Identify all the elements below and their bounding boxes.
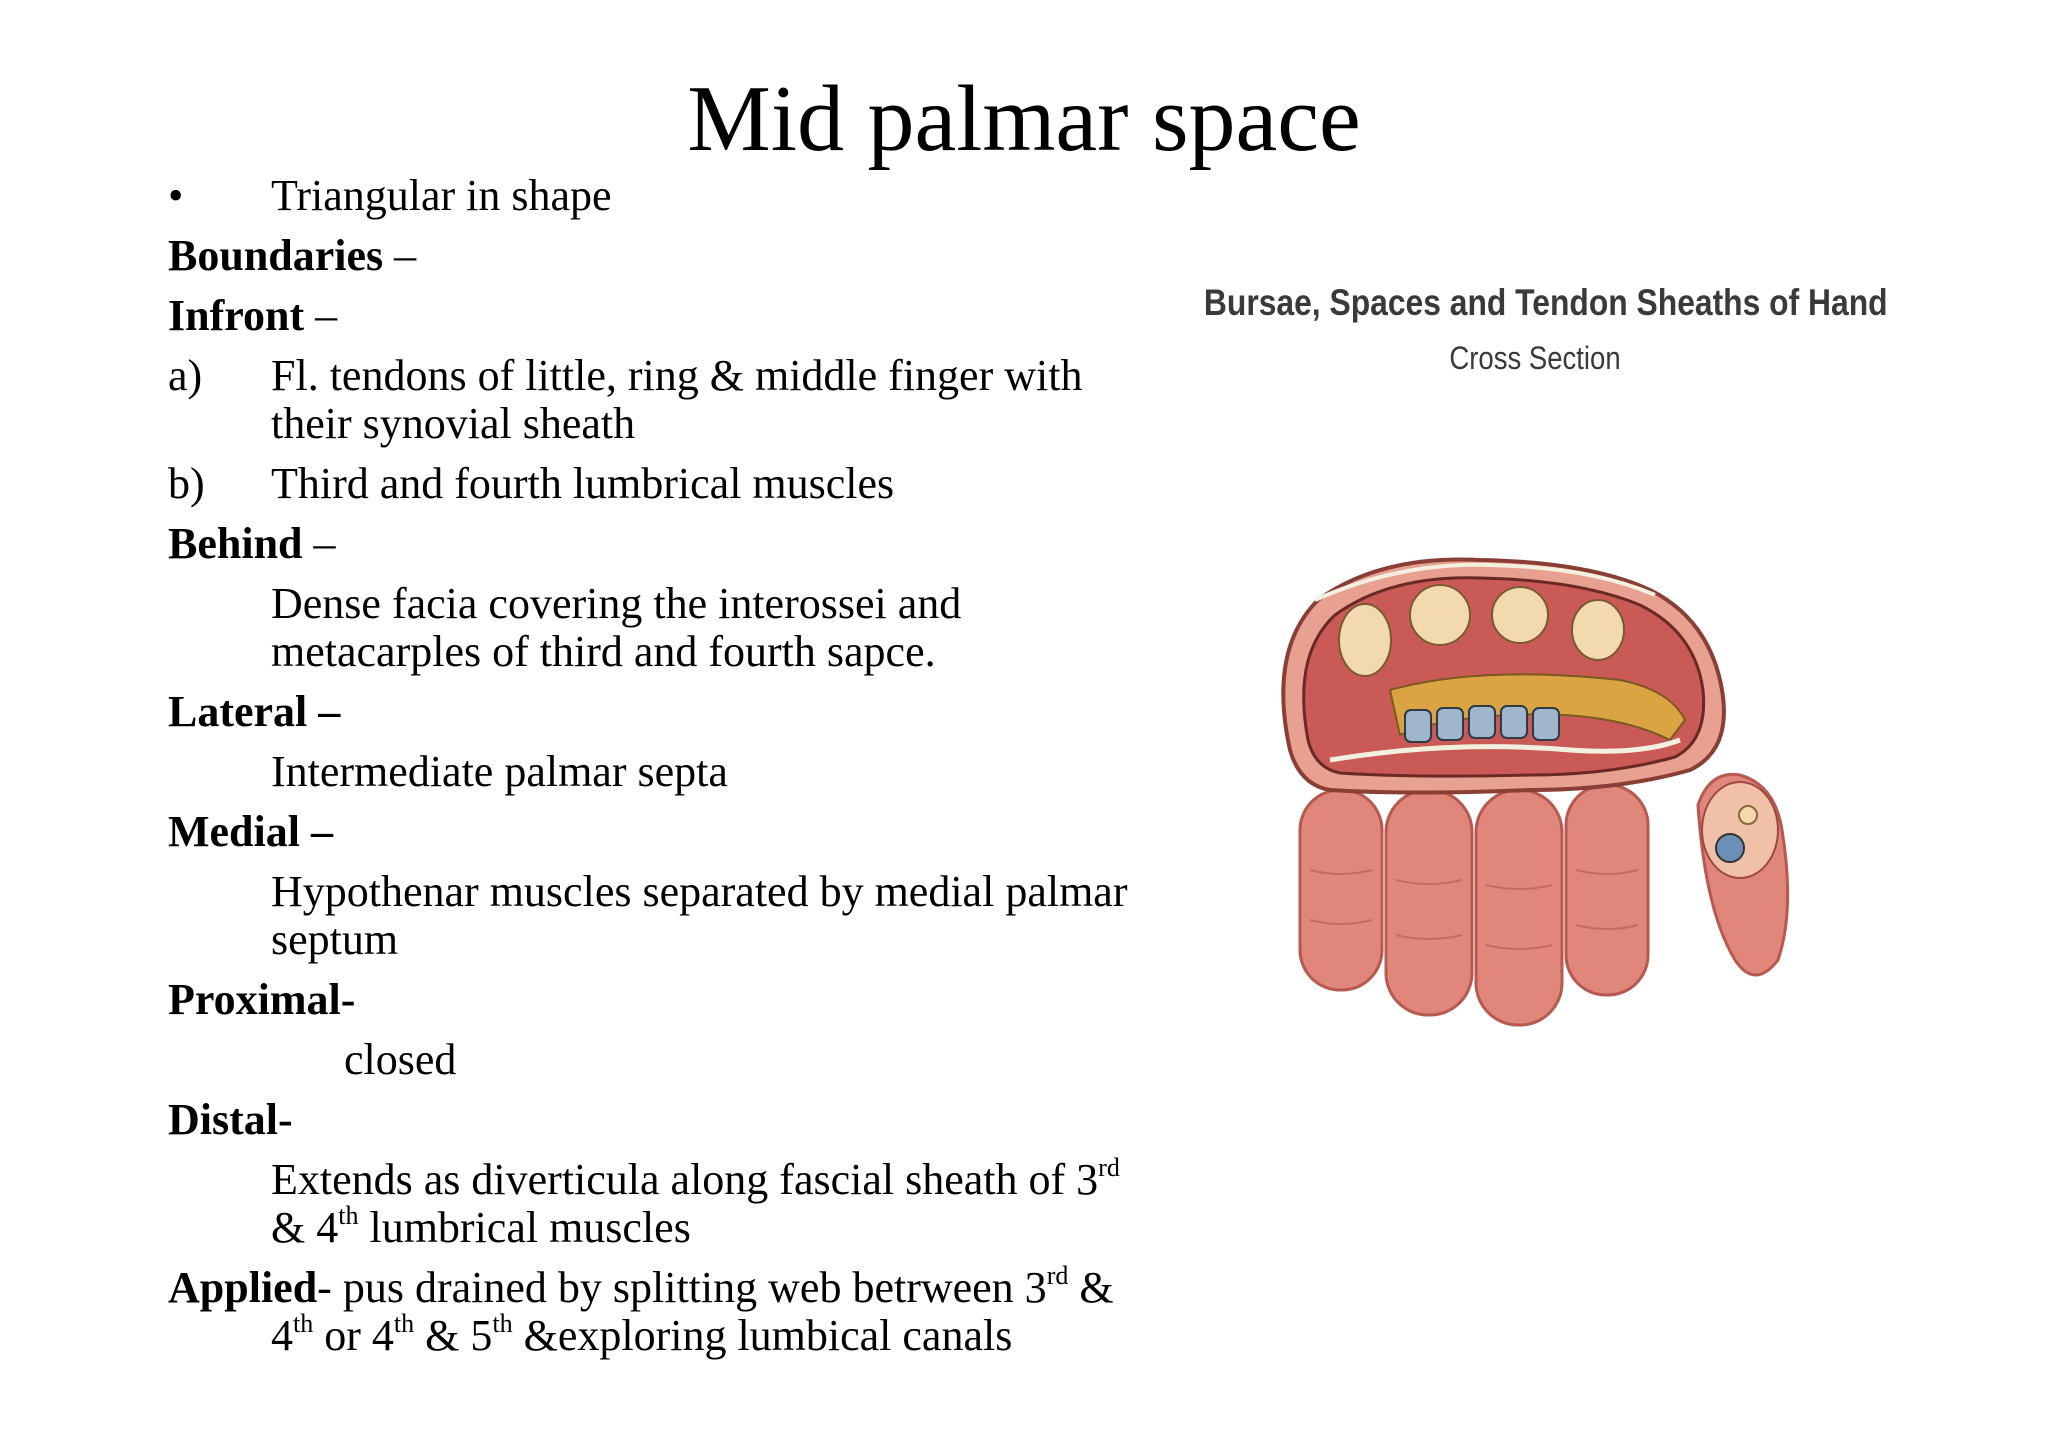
behind-label: Behind [168, 519, 303, 568]
applied-text-a: pus drained by splitting web betrween 3 [331, 1263, 1047, 1312]
proximal-text: closed [344, 1035, 457, 1084]
behind-text: Dense facia covering the interossei and metacarples of third and fourth sapce. [271, 579, 962, 676]
applied-text-c: or 4 [313, 1311, 394, 1360]
boundaries-label: Boundaries [168, 231, 384, 280]
lateral-heading: Lateral – [168, 687, 341, 736]
distal-heading: Distal- [168, 1095, 293, 1144]
distal-text-c: lumbrical muscles [358, 1203, 691, 1252]
thumb [1698, 774, 1788, 975]
applied-text-b: & 4 [271, 1263, 1114, 1360]
boundaries-heading [168, 232, 1128, 280]
infront-heading [168, 292, 1128, 340]
applied-sup-3: th [393, 1309, 415, 1338]
boundaries-dash: – [383, 231, 417, 280]
palm-section [1283, 560, 1724, 793]
hand-cross-section-illustration [1150, 270, 1920, 1030]
proximal-heading: Proximal- [168, 975, 356, 1024]
lateral-text: Intermediate palmar septa [271, 747, 728, 796]
fingers [1300, 785, 1648, 1025]
infront-item-b-marker: b) [168, 459, 205, 508]
hand-cross-section-figure [1150, 270, 1920, 1030]
figure-subtitle: Cross Section [1449, 340, 1621, 376]
distal-sup-1: rd [1098, 1153, 1120, 1182]
slide-body [168, 172, 1128, 1372]
infront-label: Infront [168, 291, 305, 340]
medial-heading: Medial – [168, 807, 333, 856]
applied-text-d: & 5 [414, 1311, 493, 1360]
intro-text: Triangular in shape [271, 171, 612, 220]
applied-sup-2: th [293, 1309, 314, 1338]
intro-bullet [168, 172, 1128, 220]
infront-item-a-text: Fl. tendons of little, ring & middle finger with their synovial sheath [271, 351, 1083, 448]
applied-dash: - [317, 1263, 332, 1312]
distal-sup-2: th [338, 1201, 359, 1230]
infront-item-b-text: Third and fourth lumbrical muscles [271, 459, 895, 508]
distal-text-a: Extends as diverticula along fascial sheath of 3 [271, 1155, 1099, 1204]
infront-dash: – [304, 291, 338, 340]
behind-heading [168, 520, 1128, 568]
behind-dash: – [302, 519, 336, 568]
distal-text [168, 1153, 1128, 1252]
applied-sup-4: th [492, 1309, 513, 1338]
infront-item-b [168, 460, 1128, 508]
infront-item-a [168, 352, 1128, 448]
medial-text: Hypothenar muscles separated by medial palmar septum [271, 867, 1128, 964]
figure-title: Bursae, Spaces and Tendon Sheaths of Hand [1203, 282, 1888, 323]
applied-label: Applied [168, 1263, 318, 1312]
applied-text-e: &exploring lumbical canals [512, 1311, 1013, 1360]
applied-sup-1: rd [1046, 1261, 1069, 1290]
infront-item-a-marker: a) [168, 351, 203, 400]
slide-title: Mid palmar space [687, 67, 1361, 171]
bullet-icon: • [168, 171, 184, 220]
distal-text-b: & 4 [271, 1203, 339, 1252]
applied-paragraph [168, 1261, 1128, 1360]
